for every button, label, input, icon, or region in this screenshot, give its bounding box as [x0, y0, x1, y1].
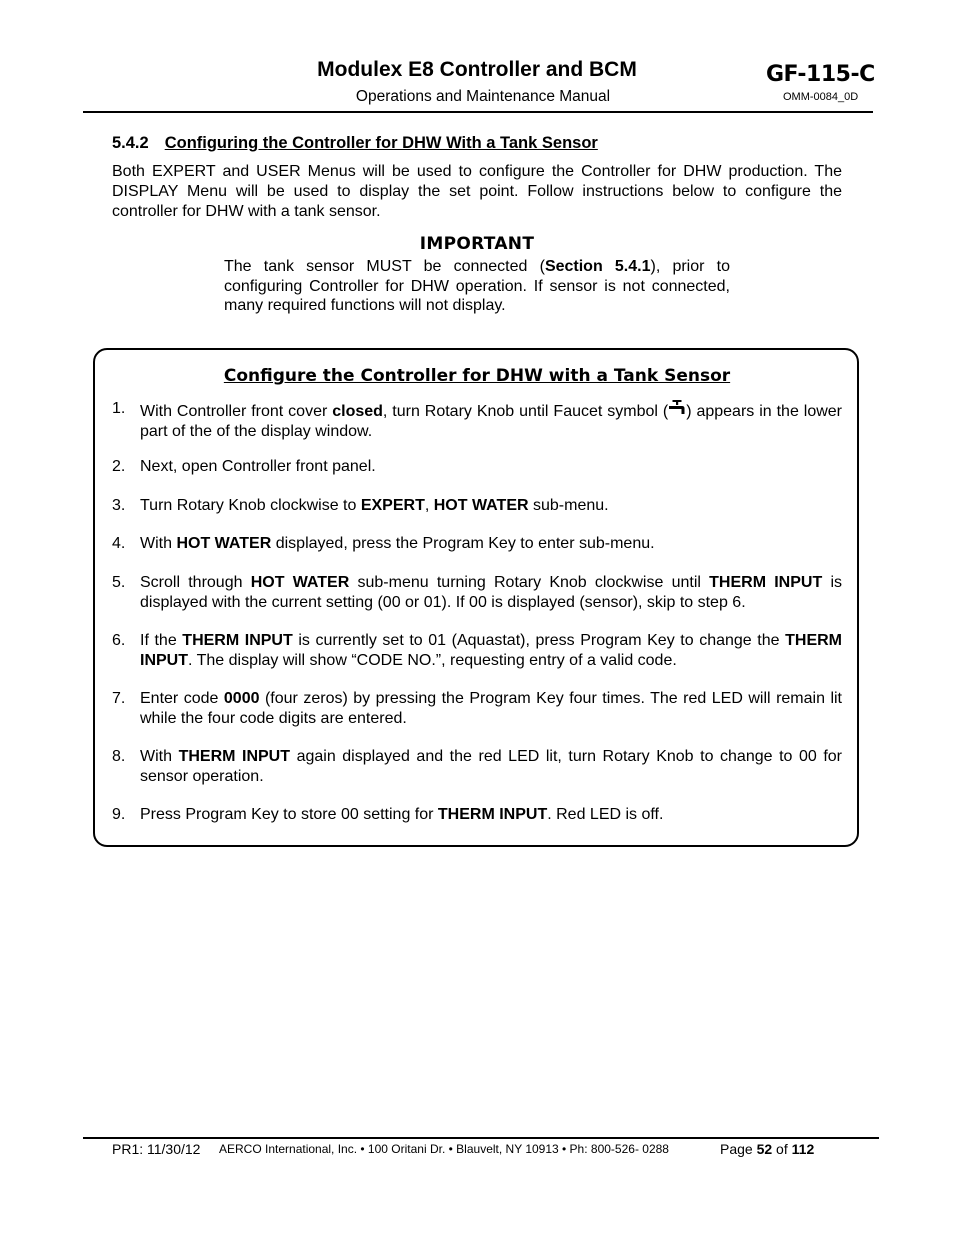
procedure-step — [112, 573, 842, 613]
footer-company: AERCO International, Inc. • 100 Oritani Dr. • Blauvelt, NY 10913 • Ph: 800-526- 0288 — [219, 1142, 669, 1156]
step-text: Scroll through — [140, 574, 251, 591]
step-emphasis: THERM INPUT — [709, 574, 823, 591]
step-text: Next, open Controller front panel. — [140, 458, 376, 475]
step-number: 8. — [112, 748, 126, 765]
document-revision: OMM-0084_0D — [783, 91, 859, 103]
step-text: Turn Rotary Knob clockwise to — [140, 497, 361, 514]
step-emphasis: HOT WATER — [176, 535, 272, 552]
important-text — [224, 257, 730, 316]
step-number: 5. — [112, 574, 126, 591]
footer-revision: PR1: 11/30/12 — [112, 1141, 201, 1157]
procedure-step — [112, 534, 842, 554]
procedure-step — [112, 631, 842, 671]
procedure-step — [112, 457, 842, 477]
page-number — [720, 1141, 814, 1157]
document-subtitle: Operations and Maintenance Manual — [355, 88, 611, 105]
step-number: 6. — [112, 632, 126, 649]
step-number: 3. — [112, 497, 126, 514]
step-text: (four zeros) by pressing the Program Key four times. The red LED will remain lit while the four code digits are entered. — [140, 690, 843, 727]
step-text: ) appears in the lower part of the of the display window. — [140, 403, 842, 440]
step-text: , — [424, 497, 434, 514]
procedure-title: Configure the Controller for DHW with a Tank Sensor — [223, 366, 731, 386]
header-rule — [83, 111, 873, 113]
page-of: of — [772, 1141, 792, 1157]
section-intro: Both EXPERT and USER Menus will be used to configure the Controller for DHW production. The DISPLAY Menu will be used to display the set point. Follow instructions below to configure the controller for DHW with a tank sensor. — [112, 163, 842, 220]
page-current: 52 — [756, 1141, 773, 1157]
procedure-step — [112, 805, 842, 825]
step-number: 1. — [112, 400, 126, 417]
procedure-step — [112, 747, 842, 787]
procedure-step — [112, 689, 842, 729]
step-emphasis: THERM INPUT — [178, 748, 291, 765]
important-section-ref: Section 5.4.1 — [544, 258, 651, 275]
section-number: 5.4.2 — [112, 134, 149, 152]
step-emphasis: THERM INPUT — [140, 632, 842, 669]
step-text: , turn Rotary Knob until Faucet symbol ( — [382, 403, 669, 420]
step-emphasis: 0000 — [223, 690, 260, 707]
step-text: sub-menu. — [528, 497, 609, 514]
step-emphasis: THERM INPUT — [437, 806, 548, 823]
step-text: Press Program Key to store 00 setting for — [140, 806, 438, 823]
section-heading — [112, 134, 598, 153]
step-text: If the — [140, 632, 183, 649]
step-text: sub-menu turning Rotary Knob clockwise until — [349, 574, 710, 591]
step-text: is displayed with the current setting (00 or 01). If 00 is displayed (sensor), skip to step 6. — [140, 574, 842, 611]
step-text: displayed, press the Program Key to enter sub-menu. — [271, 535, 655, 552]
procedure-step — [112, 496, 842, 516]
step-number: 2. — [112, 458, 126, 475]
page-label: Page — [720, 1141, 757, 1157]
document-title: Modulex E8 Controller and BCM — [317, 58, 637, 81]
step-text: . The display will show “CODE NO.”, requesting entry of a valid code. — [188, 652, 677, 669]
step-emphasis: HOT WATER — [433, 497, 529, 514]
faucet-icon — [668, 399, 686, 417]
step-text: . Red LED is off. — [547, 806, 664, 823]
step-text: is currently set to 01 (Aquastat), press Program Key to change the — [292, 632, 786, 649]
page-total: 112 — [791, 1141, 815, 1157]
step-emphasis: THERM INPUT — [182, 632, 293, 649]
step-emphasis: closed — [332, 403, 383, 420]
step-number: 7. — [112, 690, 126, 707]
important-text-part: ), prior to configuring Controller for DHW operation. If sensor is not connected, many required functions will not display. — [224, 258, 730, 315]
document-code: GF-115-C — [766, 62, 875, 87]
step-text: With — [140, 535, 177, 552]
step-number: 4. — [112, 535, 126, 552]
step-emphasis: HOT WATER — [250, 574, 350, 591]
section-title: Configuring the Controller for DHW With a Tank Sensor — [164, 134, 598, 152]
procedure-step — [112, 399, 842, 442]
step-text: again displayed and the red LED lit, turn Rotary Knob to change to 00 for sensor operation. — [140, 748, 843, 785]
step-emphasis: EXPERT — [360, 497, 425, 514]
step-text: With Controller front cover — [140, 403, 333, 420]
step-number: 9. — [112, 806, 126, 823]
step-text: With — [140, 748, 179, 765]
important-text-part: The tank sensor MUST be connected ( — [224, 258, 545, 275]
step-text: Enter code — [140, 690, 224, 707]
footer-rule — [83, 1137, 879, 1139]
important-heading: IMPORTANT — [419, 234, 535, 254]
